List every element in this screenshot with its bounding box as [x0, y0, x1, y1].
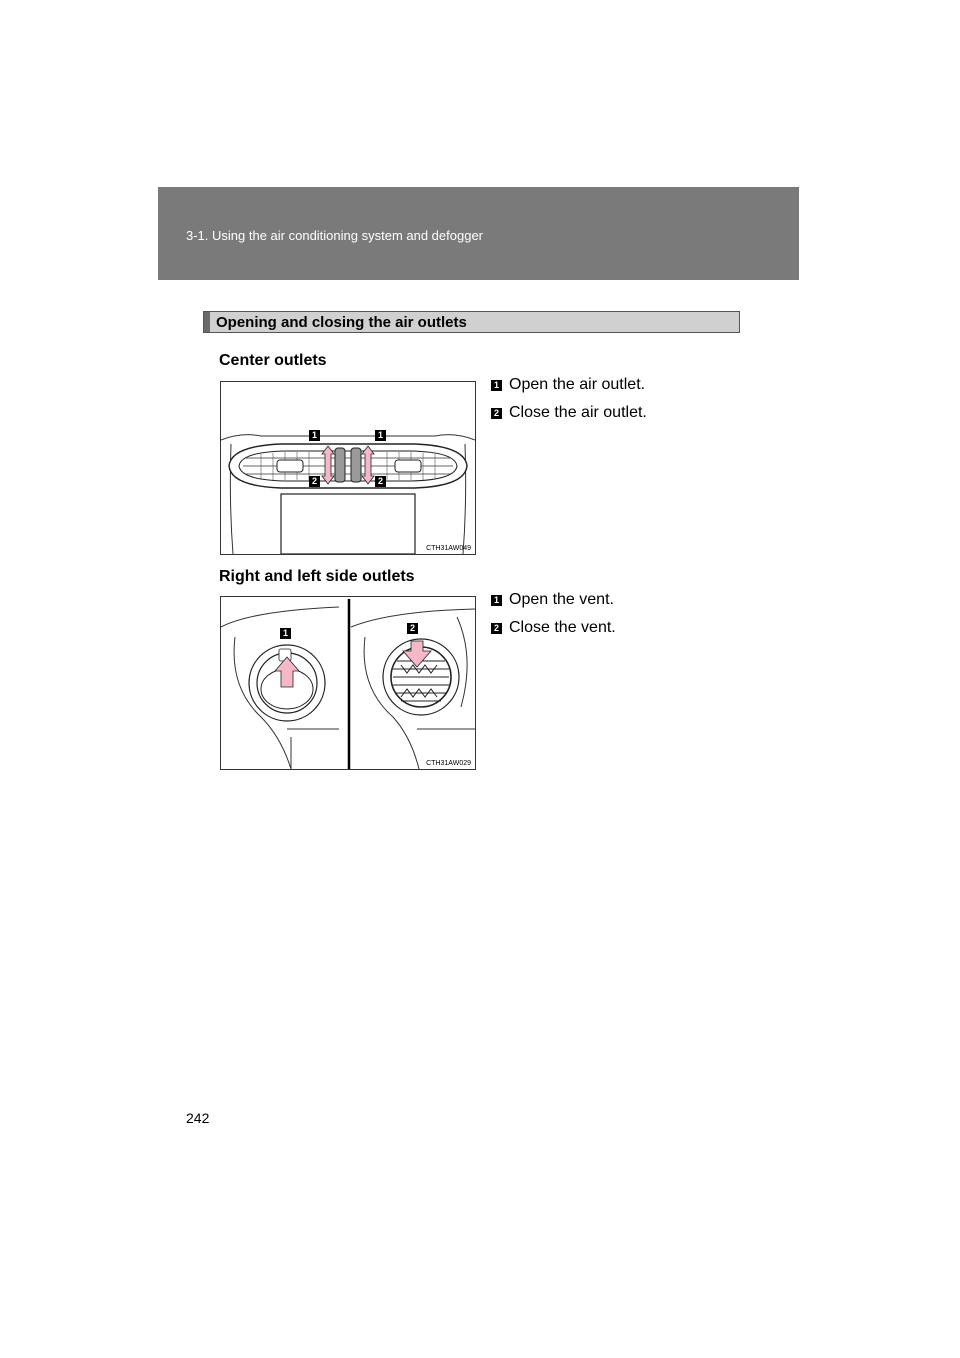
step-text: Close the air outlet.: [509, 404, 647, 421]
center-step-2: [491, 404, 647, 422]
side-outlets-heading: Right and left side outlets: [219, 568, 415, 585]
figure-code: CTH31AW049: [426, 545, 471, 552]
side-outlets-figure: [220, 596, 476, 770]
step-text: Open the vent.: [509, 591, 614, 608]
section-title-bar: [203, 311, 740, 333]
callout-1: 1: [377, 430, 383, 440]
step-text: Open the air outlet.: [509, 376, 646, 393]
section-title: Opening and closing the air outlets: [216, 314, 467, 331]
center-outlets-figure: [220, 381, 476, 555]
callout-1: 1: [282, 628, 288, 638]
step-text: Close the vent.: [509, 619, 616, 636]
callout-2: 2: [409, 623, 415, 633]
section-header: 3-1. Using the air conditioning system and defogger: [186, 228, 484, 243]
step-number: 1: [491, 380, 502, 391]
center-outlets-heading: Center outlets: [219, 352, 327, 369]
step-number: 1: [491, 595, 502, 606]
center-outlets-illustration: [221, 382, 475, 554]
header-band: [158, 187, 799, 280]
callout-2: 2: [311, 476, 317, 486]
page-number: 242: [186, 1110, 210, 1126]
side-outlets-illustration: [221, 597, 475, 769]
section-title-accent: [204, 312, 210, 332]
step-number: 2: [491, 623, 502, 634]
side-step-2: [491, 619, 616, 637]
center-step-1: [491, 376, 645, 394]
callout-2: 2: [377, 476, 383, 486]
side-step-1: [491, 591, 614, 609]
figure-code: CTH31AW029: [426, 760, 471, 767]
step-number: 2: [491, 408, 502, 419]
callout-1: 1: [311, 430, 317, 440]
